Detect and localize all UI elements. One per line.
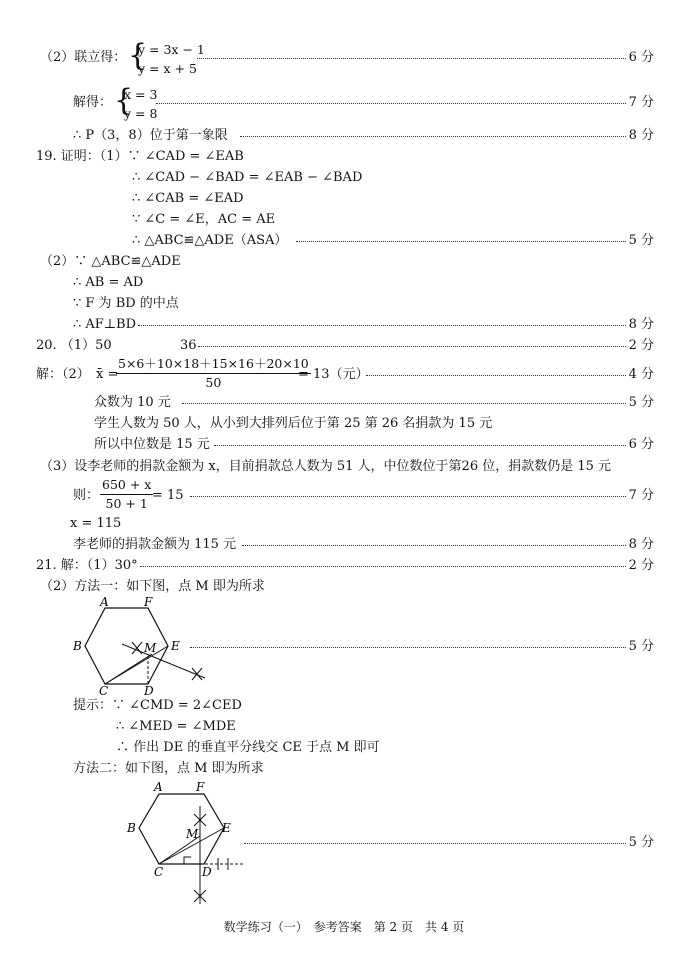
q19-part2-line: ∴ AB = AD [73, 275, 144, 290]
q19-head: 19. 证明：（1）∵ ∠CAD = ∠EAB [36, 149, 244, 164]
score-label: 5 分 [628, 835, 654, 850]
q19-part2-line: ∵ F 为 BD 的中点 [73, 296, 179, 311]
q21-hint-line: 提示：∵ ∠CMD = 2∠CED [73, 698, 242, 713]
label-d: D [144, 684, 154, 696]
label-a: A [154, 780, 163, 794]
dotted-leader [190, 496, 626, 497]
page-footer: 数学练习（一） 参考答案 第 2 页 共 4 页 [223, 920, 465, 934]
q21-hint-line: ∴ ∠MED = ∠MDE [116, 719, 236, 734]
brace-icon: { [114, 83, 134, 118]
label-c: C [99, 684, 109, 696]
q19-line: ∵ ∠C = ∠E，AC = AE [132, 212, 276, 227]
score-label: 6 分 [628, 437, 654, 452]
label-e: E [171, 639, 180, 653]
score-label: 8 分 [628, 317, 654, 332]
label-b: B [73, 639, 82, 653]
score-label: 7 分 [628, 95, 654, 110]
brace-icon: { [128, 38, 148, 73]
dotted-leader [156, 103, 626, 104]
q21-figure1-score [0, 636, 688, 658]
q20-equation-line: 则： = 15 7 分 [0, 485, 688, 507]
label-f: F [144, 596, 153, 609]
equation: x = 3 [124, 87, 158, 102]
q19-line: ∴ ∠CAD − ∠BAD = ∠EAB − ∠BAD [132, 170, 363, 185]
q18-solve-line [0, 92, 688, 114]
equation-system-1 [138, 40, 205, 78]
q20-answer-line: 李老师的捐款金额为 115 元 8 分 [0, 534, 688, 556]
dotted-leader [198, 346, 626, 347]
label-c: C [154, 865, 164, 879]
q21-hint-line: ∴ 作出 DE 的垂直平分线交 CE 于点 M 即可 [116, 740, 380, 755]
label-e: E [222, 821, 231, 835]
label-d: D [202, 865, 212, 879]
equation: y = 3x − 1 [138, 42, 205, 57]
equation-system-2 [124, 85, 157, 123]
dotted-leader [190, 647, 626, 648]
dotted-leader [140, 566, 626, 567]
dotted-leader [366, 375, 626, 376]
label-m: M [186, 827, 199, 841]
dotted-leader [244, 843, 626, 844]
equation: y = 8 [124, 106, 158, 121]
q18-system-line [0, 47, 688, 69]
label-b: B [127, 821, 136, 835]
score-label: 5 分 [628, 395, 654, 410]
dotted-leader [197, 58, 626, 59]
solve-label: 解得： [73, 95, 113, 110]
dotted-leader [214, 445, 626, 446]
q21-figure2-score [0, 832, 688, 854]
q19-line: ∴ ∠CAB = ∠EAD [132, 191, 244, 206]
score-label: 8 分 [628, 537, 654, 552]
dotted-leader [240, 136, 626, 137]
dotted-leader [242, 545, 626, 546]
q19-line: ∴ △ABC≌△ADE（ASA） 5 分 [0, 230, 688, 252]
score-label: 4 分 [628, 367, 654, 382]
score-label: 6 分 [628, 50, 654, 65]
q18-conclusion-line: ∴ P（3，8）位于第一象限 8 分 [0, 125, 688, 147]
score-label: 8 分 [628, 128, 654, 143]
score-label: 5 分 [628, 639, 654, 654]
label-a: A [100, 596, 109, 609]
equation-fraction: $\frac{650 + x}{50 + 1}$ [102, 477, 152, 511]
q20-median-desc: 学生人数为 50 人，从小到大排列后位于第 25 第 26 名捐款为 15 元 [94, 416, 493, 431]
q21-method1-line: （2）方法一：如下图，点 M 即为所求 [40, 579, 265, 594]
q18-part2-label: （2）联立得： [40, 50, 127, 65]
mean-fraction: $\frac{5\times 6+10\times 18+15\times 16+20\times 10}{50}$ [118, 356, 309, 390]
label-f: F [196, 780, 205, 794]
score-label: 2 分 [628, 558, 654, 573]
arc-mark-icon [192, 668, 202, 680]
right-angle-mark [184, 857, 191, 864]
q20-mode-line: 众数为 10 元 5 分 [0, 392, 688, 414]
score-label: 2 分 [628, 338, 654, 353]
q19-part2-line: （2）∵ △ABC≌△ADE [40, 254, 181, 269]
dotted-leader [182, 403, 626, 404]
q20-x-value: x = 115 [70, 516, 122, 531]
score-label: 5 分 [628, 233, 654, 248]
dotted-leader [296, 241, 626, 242]
q21-part1-line: 21. 解：（1）30° 2 分 [0, 555, 688, 577]
q19-part2-line: ∴ AF⊥BD 8 分 [0, 314, 688, 336]
score-label: 7 分 [628, 488, 654, 503]
q20-part3-line: （3）设李老师的捐款金额为 x，目前捐款总人数为 51 人，中位数位于第26 位，捐款数仍是 15 元 [40, 459, 612, 474]
q20-part1-line: 20. （1）50 36 2 分 [0, 335, 688, 357]
q21-method2-line: 方法二：如下图，点 M 即为所求 [73, 761, 264, 776]
equation: y = x + 5 [138, 61, 197, 76]
dotted-leader [138, 325, 626, 326]
label-m: M [144, 641, 157, 655]
segment-cm [105, 654, 152, 684]
q20-median-line: 所以中位数是 15 元 6 分 [0, 434, 688, 456]
q20-mean-line: 解：（2） x̄ = = 13（元） 4 分 [0, 364, 688, 386]
